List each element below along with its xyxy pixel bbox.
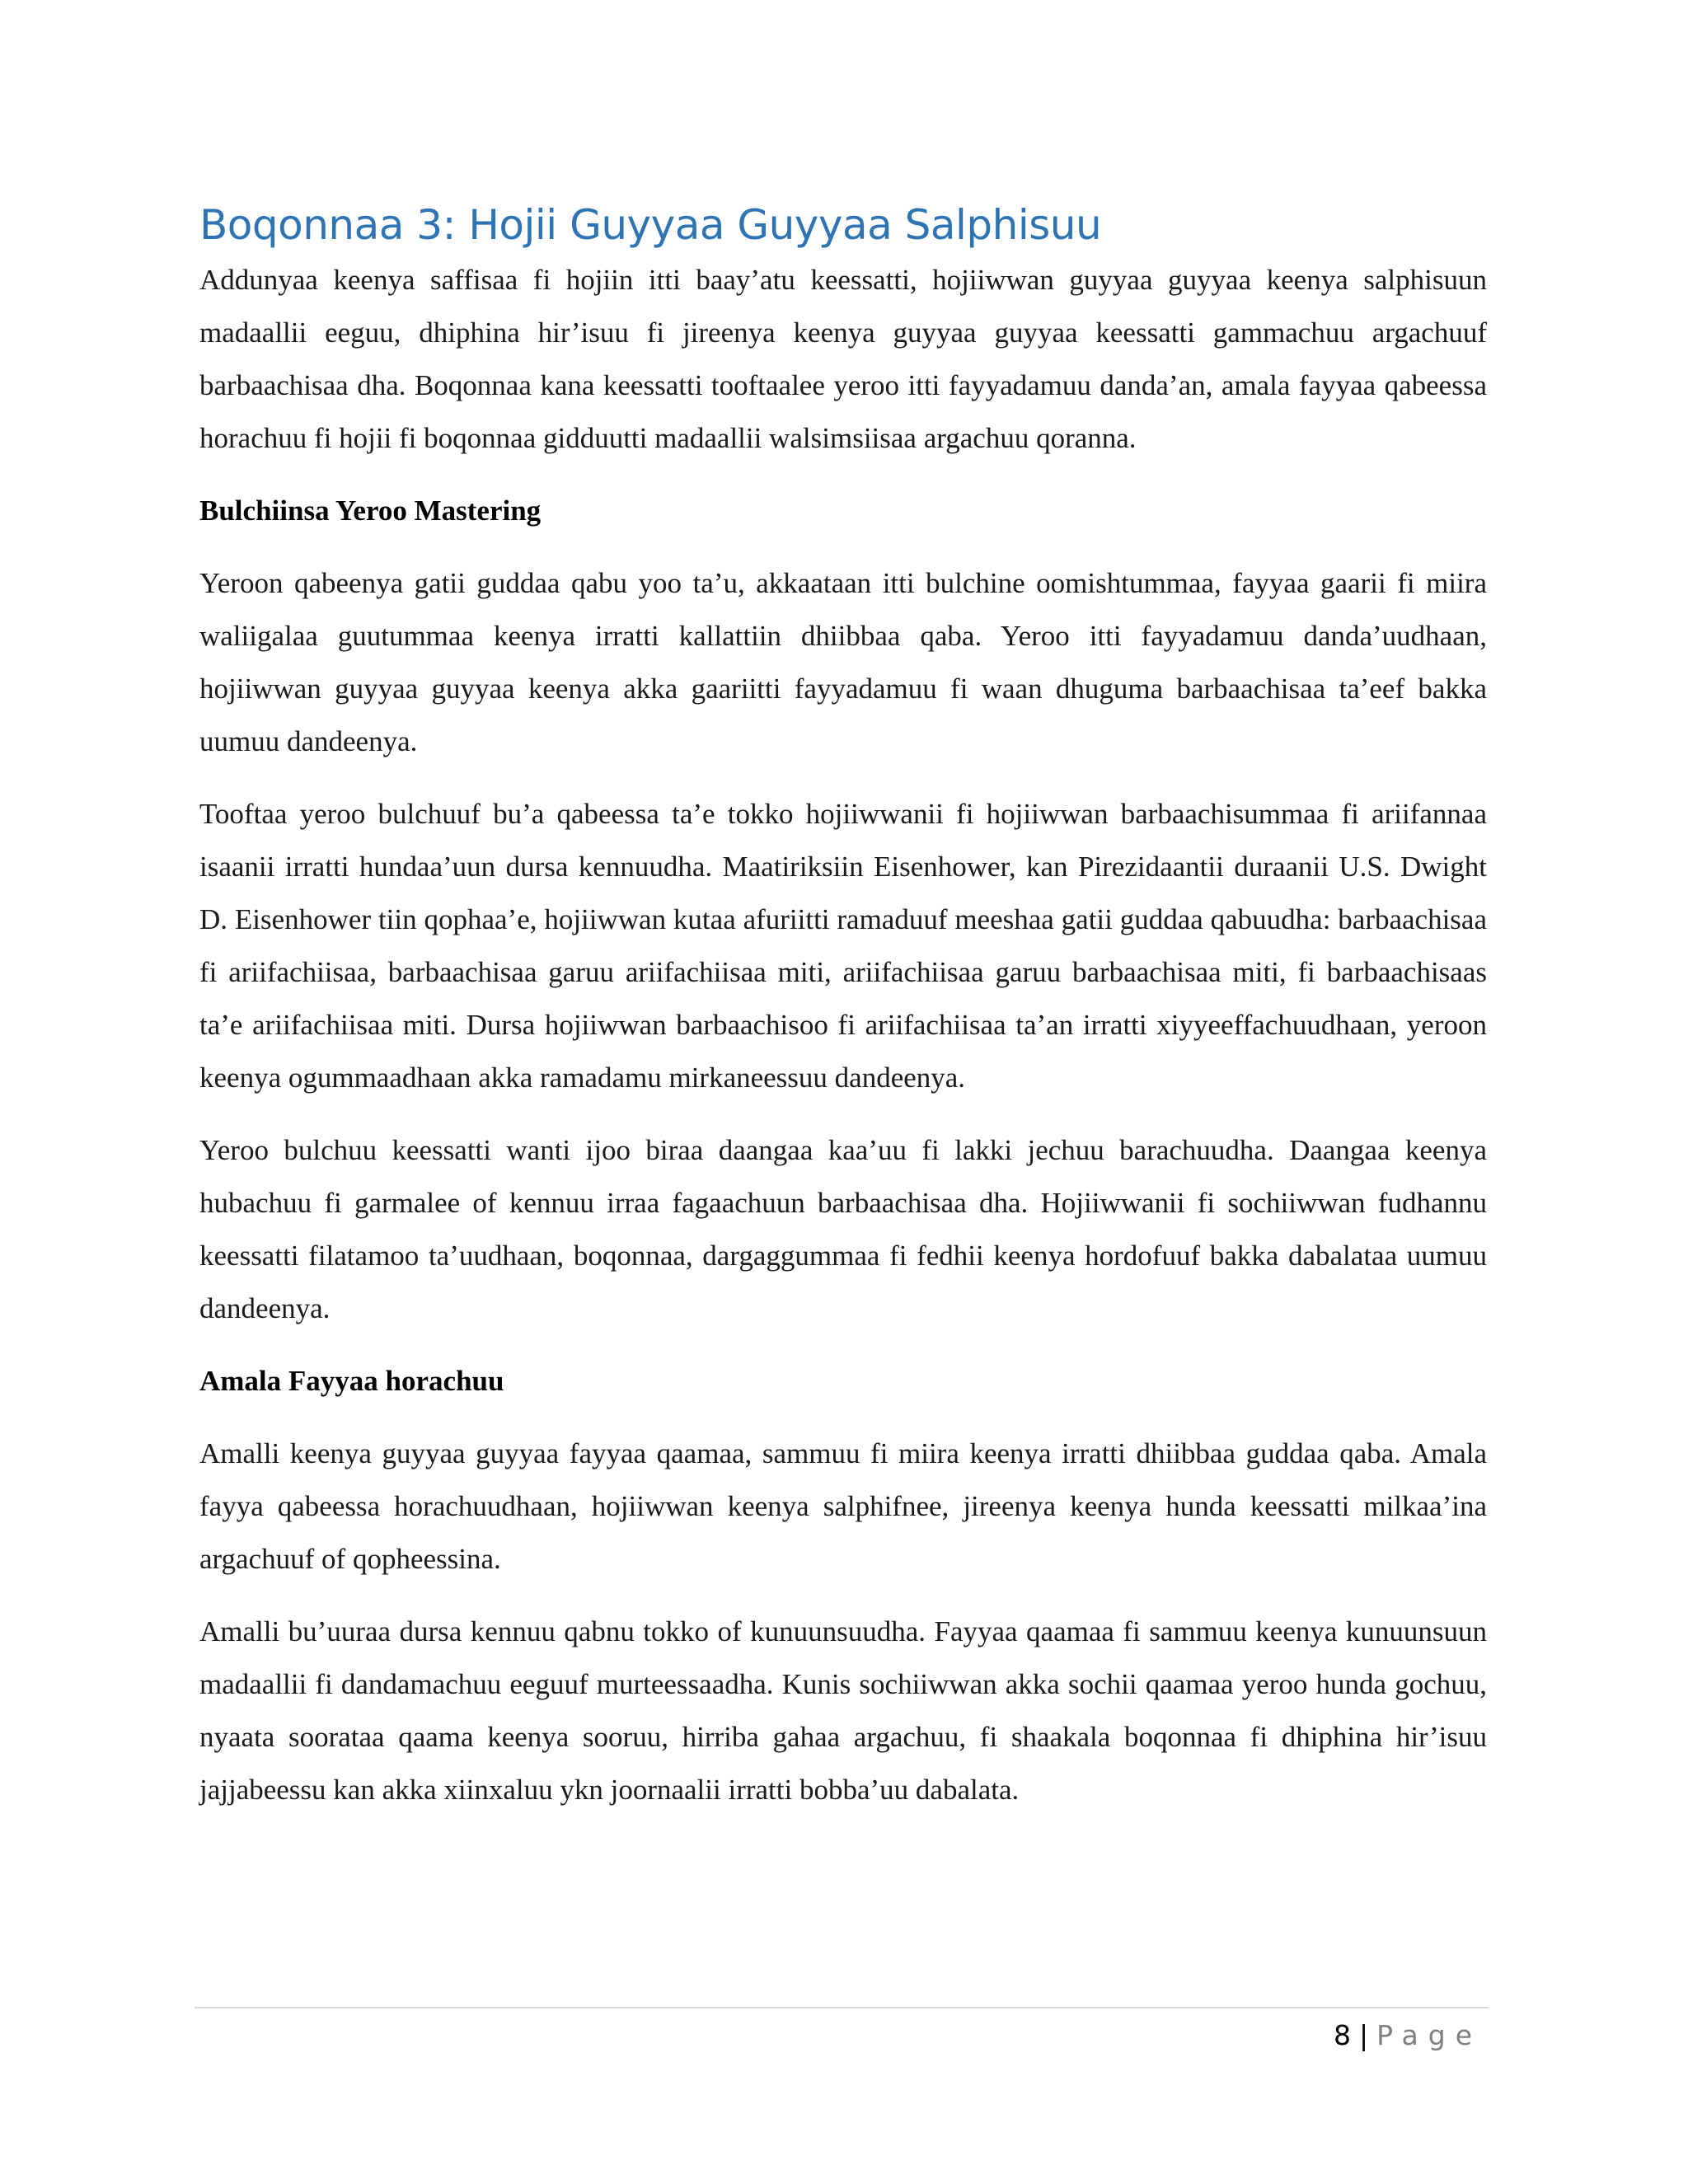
footer-separator: | <box>1358 2019 1369 2051</box>
chapter-title: Boqonnaa 3: Hojii Guyyaa Guyyaa Salphisuu <box>199 201 1102 249</box>
body-paragraph: Tooftaa yeroo bulchuuf bu’a qabeessa ta’e tokko hojiiwwanii fi hojiiwwan barbaachisummaa fi ariifannaa isaanii irratti hundaa’uun dursa kennuudha. Maatiriksiin Eisenhower, kan Pirezidaantii duraanii U.S. Dwight D. Eisenhower tiin qophaa’e, hojiiwwan kutaa afuriitti ramaduuf meeshaa gatii guddaa qabuudha: barbaachisaa fi ariifachiisaa, barbaachisaa garuu ariifachiisaa miti, ariifachiisaa garuu barbaachisaa miti, fi barbaachisaas ta’e ariifachiisaa miti. Dursa hojiiwwan barbaachisoo fi ariifachiisaa ta’an irratti xiyyeeffachuudhaan, yeroon keenya ogummaadhaan akka ramadamu mirkaneessuu dandeenya. <box>199 798 1487 1094</box>
page-content <box>199 196 1487 1836</box>
body-paragraph: Yeroon qabeenya gatii guddaa qabu yoo ta’u, akkaataan itti bulchine oomishtummaa, fayyaa gaarii fi miira waliigalaa guutummaa keenya irratti kallattiin dhiibbaa qaba. Yeroo itti fayyadamuu danda’uudhaan, hojiiwwan guyyaa guyyaa keenya akka gaariitti fayyadamuu fi waan dhuguma barbaachisaa ta’eef bakka uumuu dandeenya. <box>199 567 1487 757</box>
body-paragraph: Amalli keenya guyyaa guyyaa fayyaa qaamaa, sammuu fi miira keenya irratti dhiibbaa guddaa qaba. Amala fayya qabeessa horachuudhaan, hojiiwwan keenya salphifnee, jireenya keenya hunda keessatti milkaa’ina argachuuf of qopheessina. <box>199 1437 1487 1575</box>
footer-divider <box>195 2007 1489 2008</box>
intro-paragraph: Addunyaa keenya saffisaa fi hojiin itti baay’atu keessatti, hojiiwwan guyyaa guyyaa keenya salphisuun madaallii eeguu, dhiphina hir’isuu fi jireenya keenya guyyaa guyyaa keessatti gammachuu argachuuf barbaachisaa dha. Boqonnaa kana keessatti tooftaalee yeroo itti fayyadamuu danda’an, amala fayyaa qabeessa horachuu fi hojii fi boqonnaa gidduutti madaallii walsimsiisaa argachuu qoranna. <box>199 264 1487 454</box>
page-label: Page <box>1376 2019 1482 2051</box>
page-footer <box>1334 2011 1482 2060</box>
page-number: 8 <box>1333 2019 1351 2051</box>
section-heading-healthy-habits: Amala Fayyaa horachuu <box>199 1365 504 1397</box>
body-paragraph: Yeroo bulchuu keessatti wanti ijoo biraa daangaa kaa’uu fi lakki jechuu barachuudha. Daangaa keenya hubachuu fi garmalee of kennuu irraa fagaachuun barbaachisaa dha. Hojiiwwanii fi sochiiwwan fudhannu keessatti filatamoo ta’uudhaan, boqonnaa, dargaggummaa fi fedhii keenya hordofuuf bakka dabalataa uumuu dandeenya. <box>199 1134 1487 1324</box>
body-paragraph: Amalli bu’uuraa dursa kennuu qabnu tokko of kunuunsuudha. Fayyaa qaamaa fi sammuu keenya kunuunsuun madaallii fi dandamachuu eeguuf murteessaadha. Kunis sochiiwwan akka sochii qaamaa yeroo hunda gochuu, nyaata soorataa qaama keenya sooruu, hirriba gahaa argachuu, fi shaakala boqonnaa fi dhiphina hir’isuu jajjabeessu kan akka xiinxaluu ykn joornaalii irratti bobba’uu dabalata. <box>199 1615 1487 1806</box>
section-heading-time-management: Bulchiinsa Yeroo Mastering <box>199 494 542 527</box>
